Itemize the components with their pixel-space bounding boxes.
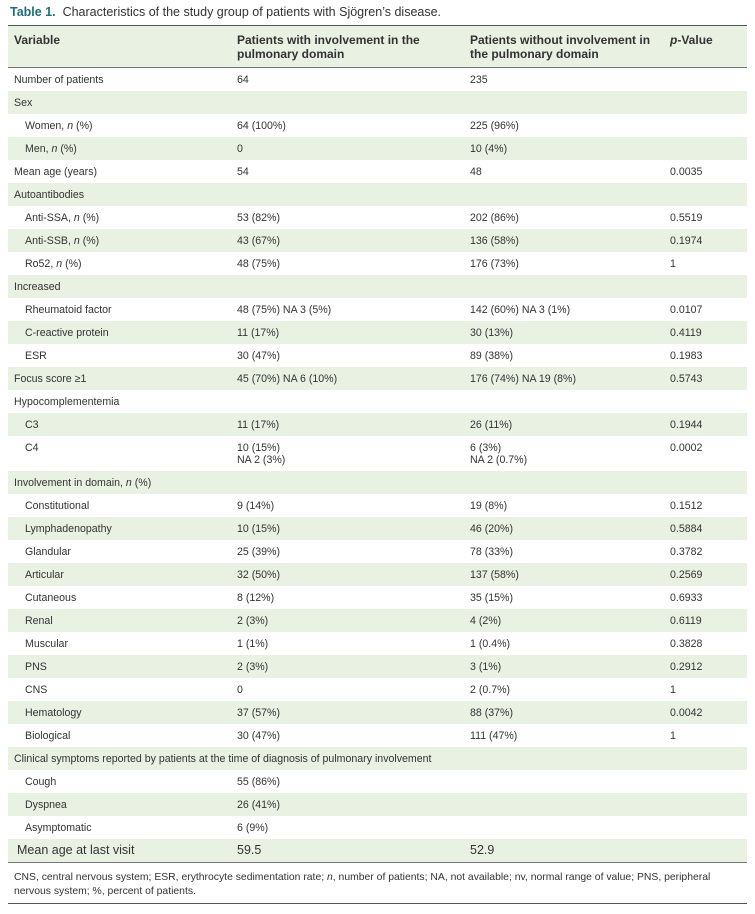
table-caption bbox=[10, 5, 441, 19]
row-label: CNS bbox=[25, 684, 48, 696]
row-label: C4 bbox=[25, 442, 39, 454]
cell-without bbox=[463, 442, 664, 466]
row-label bbox=[8, 235, 230, 247]
cell-without: 46 (20%) bbox=[470, 523, 513, 535]
cell-pvalue: 0.1974 bbox=[670, 235, 703, 247]
cell-without: 10 (4%) bbox=[470, 143, 508, 155]
cell-pvalue: 0.6119 bbox=[670, 615, 702, 627]
footnote-text-rest: , number of patients; NA, not available; nv, normal range of value; PNS, peripheral nervous system; %, percent of patients. bbox=[14, 872, 711, 897]
row-label: Lymphadenopathy bbox=[25, 523, 112, 535]
row-label bbox=[8, 143, 230, 155]
table-row bbox=[8, 321, 747, 344]
cell-with: 55 (86%) bbox=[237, 776, 280, 788]
cell-with: 53 (82%) bbox=[237, 212, 280, 224]
cell-pvalue: 0.1512 bbox=[670, 500, 703, 512]
table-row bbox=[8, 563, 747, 586]
cell-pvalue: 0.2912 bbox=[670, 661, 703, 673]
cell-without: 30 (13%) bbox=[470, 327, 513, 339]
row-label: Glandular bbox=[25, 546, 71, 558]
row-label: Autoantibodies bbox=[14, 189, 85, 201]
row-label: ESR bbox=[25, 350, 47, 362]
cell-without: 89 (38%) bbox=[470, 350, 513, 362]
row-label bbox=[8, 258, 230, 270]
table-title: Characteristics of the study group of patients with Sjögren’s disease. bbox=[62, 5, 442, 19]
table-row bbox=[8, 471, 747, 494]
row-label: Number of patients bbox=[14, 74, 104, 86]
cell-with: 43 (67%) bbox=[237, 235, 280, 247]
cell-with: 0 bbox=[237, 143, 243, 155]
footnote-italic: n bbox=[327, 872, 333, 883]
cell-with: 11 (17%) bbox=[237, 327, 280, 339]
row-label: Biological bbox=[25, 730, 71, 742]
cell-without: 35 (15%) bbox=[470, 592, 513, 604]
cell-without: 78 (33%) bbox=[470, 546, 513, 558]
header-pvalue bbox=[664, 34, 747, 48]
table-row bbox=[8, 183, 747, 206]
cell-without-line1: 6 (3%) bbox=[470, 442, 502, 454]
table-row bbox=[8, 701, 747, 724]
row-label-suffix: (%) bbox=[57, 143, 77, 155]
row-label-text: Ro52, bbox=[25, 258, 57, 270]
characteristics-table bbox=[8, 25, 747, 904]
cell-without: 142 (60%) NA 3 (1%) bbox=[470, 304, 571, 316]
cell-without: 48 bbox=[470, 166, 482, 178]
cell-with: 6 (9%) bbox=[237, 822, 269, 834]
row-label-text: Anti-SSA, bbox=[25, 212, 74, 224]
cell-with: 59.5 bbox=[237, 843, 262, 857]
table-row bbox=[8, 655, 747, 678]
cell-pvalue: 0.5743 bbox=[670, 373, 703, 385]
row-label-italic: n bbox=[67, 120, 74, 132]
cell-pvalue: 0.0107 bbox=[670, 304, 703, 316]
cell-with: 0 bbox=[237, 684, 243, 696]
cell-with: 32 (50%) bbox=[237, 569, 280, 581]
cell-pvalue: 1 bbox=[670, 684, 676, 696]
cell-with: 10 (15%) bbox=[237, 523, 280, 535]
cell-without: 111 (47%) bbox=[470, 730, 518, 742]
cell-without: 4 (2%) bbox=[470, 615, 502, 627]
row-label-text: Women, bbox=[25, 120, 68, 132]
table-label: Table 1. bbox=[10, 5, 56, 19]
row-label bbox=[8, 477, 230, 489]
table-row bbox=[8, 678, 747, 701]
footnote-text: CNS, central nervous system; ESR, erythrocyte sedimentation rate; bbox=[14, 872, 327, 883]
row-label: Cutaneous bbox=[25, 592, 77, 604]
table-row bbox=[8, 770, 747, 793]
cell-pvalue: 0.0042 bbox=[670, 707, 703, 719]
row-label-text: Involvement in domain, bbox=[14, 477, 126, 489]
cell-pvalue: 0.0035 bbox=[670, 166, 703, 178]
cell-without: 225 (96%) bbox=[470, 120, 519, 132]
row-label-italic: n bbox=[56, 258, 63, 270]
table-footnote bbox=[8, 862, 747, 904]
cell-without: 19 (8%) bbox=[470, 500, 508, 512]
cell-with: 48 (75%) NA 3 (5%) bbox=[237, 304, 332, 316]
cell-with: 37 (57%) bbox=[237, 707, 280, 719]
cell-with: 30 (47%) bbox=[237, 350, 280, 362]
row-label: Constitutional bbox=[25, 500, 90, 512]
cell-without: 176 (73%) bbox=[470, 258, 519, 270]
table-row bbox=[8, 91, 747, 114]
row-label-suffix: (%) bbox=[79, 212, 100, 224]
row-label: Renal bbox=[25, 615, 53, 627]
row-label: Articular bbox=[25, 569, 64, 581]
cell-without: 176 (74%) NA 19 (8%) bbox=[470, 373, 576, 385]
cell-pvalue: 0.1944 bbox=[670, 419, 703, 431]
cell-without: 1 (0.4%) bbox=[470, 638, 511, 650]
cell-with: 25 (39%) bbox=[237, 546, 280, 558]
table-row bbox=[8, 275, 747, 298]
cell-without-line2: NA 2 (0.7%) bbox=[470, 454, 528, 466]
cell-pvalue: 0.3782 bbox=[670, 546, 703, 558]
cell-with: 8 (12%) bbox=[237, 592, 275, 604]
cell-with-line1: 10 (15%) bbox=[237, 442, 280, 454]
cell-pvalue: 0.4119 bbox=[670, 327, 702, 339]
row-label: Focus score ≥1 bbox=[14, 373, 87, 385]
cell-with bbox=[230, 442, 463, 466]
row-label: Dyspnea bbox=[25, 799, 67, 811]
cell-without: 2 (0.7%) bbox=[470, 684, 511, 696]
cell-with: 11 (17%) bbox=[237, 419, 280, 431]
cell-without: 3 (1%) bbox=[470, 661, 502, 673]
table-row bbox=[8, 724, 747, 747]
table-row bbox=[8, 609, 747, 632]
cell-with: 30 (47%) bbox=[237, 730, 280, 742]
row-label: PNS bbox=[25, 661, 47, 673]
cell-pvalue: 0.2569 bbox=[670, 569, 703, 581]
cell-with: 2 (3%) bbox=[237, 661, 269, 673]
row-label-italic: n bbox=[51, 143, 58, 155]
row-label-spanning: Clinical symptoms reported by patients at the time of diagnosis of pulmonary involvement bbox=[14, 753, 432, 765]
table-row bbox=[8, 436, 747, 471]
row-label-italic: n bbox=[73, 212, 80, 224]
cell-with: 64 bbox=[237, 74, 249, 86]
row-label-italic: n bbox=[73, 235, 80, 247]
cell-with: 64 (100%) bbox=[237, 120, 286, 132]
cell-with: 48 (75%) bbox=[237, 258, 280, 270]
cell-without: 136 (58%) bbox=[470, 235, 519, 247]
cell-with: 54 bbox=[237, 166, 249, 178]
row-label: Increased bbox=[14, 281, 61, 293]
table-row bbox=[8, 160, 747, 183]
row-label-suffix: (%) bbox=[73, 120, 93, 132]
header-with-involvement: Patients with involvement in the pulmonary domain bbox=[237, 33, 420, 61]
cell-with: 9 (14%) bbox=[237, 500, 275, 512]
table-row bbox=[8, 540, 747, 563]
table-row bbox=[8, 586, 747, 609]
cell-pvalue: 0.5884 bbox=[670, 523, 703, 535]
table-row bbox=[8, 413, 747, 436]
table-row bbox=[8, 137, 747, 160]
header-pvalue-italic: p bbox=[670, 33, 678, 47]
table-row bbox=[8, 68, 747, 91]
table-row bbox=[8, 367, 747, 390]
cell-with: 26 (41%) bbox=[237, 799, 280, 811]
cell-with: 2 (3%) bbox=[237, 615, 269, 627]
table-row bbox=[8, 632, 747, 655]
table-row bbox=[8, 747, 747, 770]
header-variable: Variable bbox=[14, 33, 61, 47]
cell-with-line2: NA 2 (3%) bbox=[237, 454, 286, 466]
row-label: Mean age (years) bbox=[14, 166, 98, 178]
row-label-text: Men, bbox=[25, 143, 52, 155]
row-label: Muscular bbox=[25, 638, 68, 650]
cell-without: 52.9 bbox=[470, 843, 495, 857]
table-row bbox=[8, 298, 747, 321]
table-row bbox=[8, 252, 747, 275]
row-label bbox=[8, 212, 230, 224]
cell-pvalue: 0.0002 bbox=[670, 442, 703, 454]
cell-pvalue: 1 bbox=[670, 730, 676, 742]
row-label: Hypocomplementemia bbox=[14, 396, 120, 408]
table-row bbox=[8, 390, 747, 413]
row-label: Asymptomatic bbox=[25, 822, 92, 834]
header-without-involvement: Patients without involvement in the pulmonary domain bbox=[470, 33, 651, 61]
header-pvalue-rest: -Value bbox=[677, 33, 713, 47]
cell-without: 26 (11%) bbox=[470, 419, 513, 431]
table-row bbox=[8, 517, 747, 540]
row-label-italic: n bbox=[125, 477, 132, 489]
table-row bbox=[8, 793, 747, 816]
row-label-suffix: (%) bbox=[131, 477, 152, 489]
cell-with: 45 (70%) NA 6 (10%) bbox=[237, 373, 338, 385]
cell-with: 1 (1%) bbox=[237, 638, 269, 650]
cell-without: 88 (37%) bbox=[470, 707, 513, 719]
row-label: Mean age at last visit bbox=[17, 843, 135, 857]
table-row bbox=[8, 114, 747, 137]
cell-pvalue: 1 bbox=[670, 258, 676, 270]
table-row bbox=[8, 344, 747, 367]
cell-without: 235 bbox=[470, 74, 488, 86]
cell-without: 137 (58%) bbox=[470, 569, 519, 581]
row-label: Cough bbox=[25, 776, 57, 788]
row-label: Hematology bbox=[25, 707, 82, 719]
table-row bbox=[8, 494, 747, 517]
cell-pvalue: 0.5519 bbox=[670, 212, 703, 224]
cell-pvalue: 0.1983 bbox=[670, 350, 703, 362]
row-label: C3 bbox=[25, 419, 39, 431]
table-header bbox=[8, 26, 747, 68]
row-label: C-reactive protein bbox=[25, 327, 109, 339]
cell-pvalue: 0.3828 bbox=[670, 638, 703, 650]
row-label-text: Anti-SSB, bbox=[25, 235, 74, 247]
row-label: Rheumatoid factor bbox=[25, 304, 112, 316]
row-label: Sex bbox=[14, 97, 33, 109]
cell-without: 202 (86%) bbox=[470, 212, 519, 224]
row-label bbox=[8, 120, 230, 132]
table-row bbox=[8, 229, 747, 252]
table-row bbox=[8, 839, 747, 862]
row-label-suffix: (%) bbox=[79, 235, 100, 247]
table-row bbox=[8, 816, 747, 839]
row-label-suffix: (%) bbox=[62, 258, 82, 270]
cell-pvalue: 0.6933 bbox=[670, 592, 703, 604]
table-row bbox=[8, 206, 747, 229]
